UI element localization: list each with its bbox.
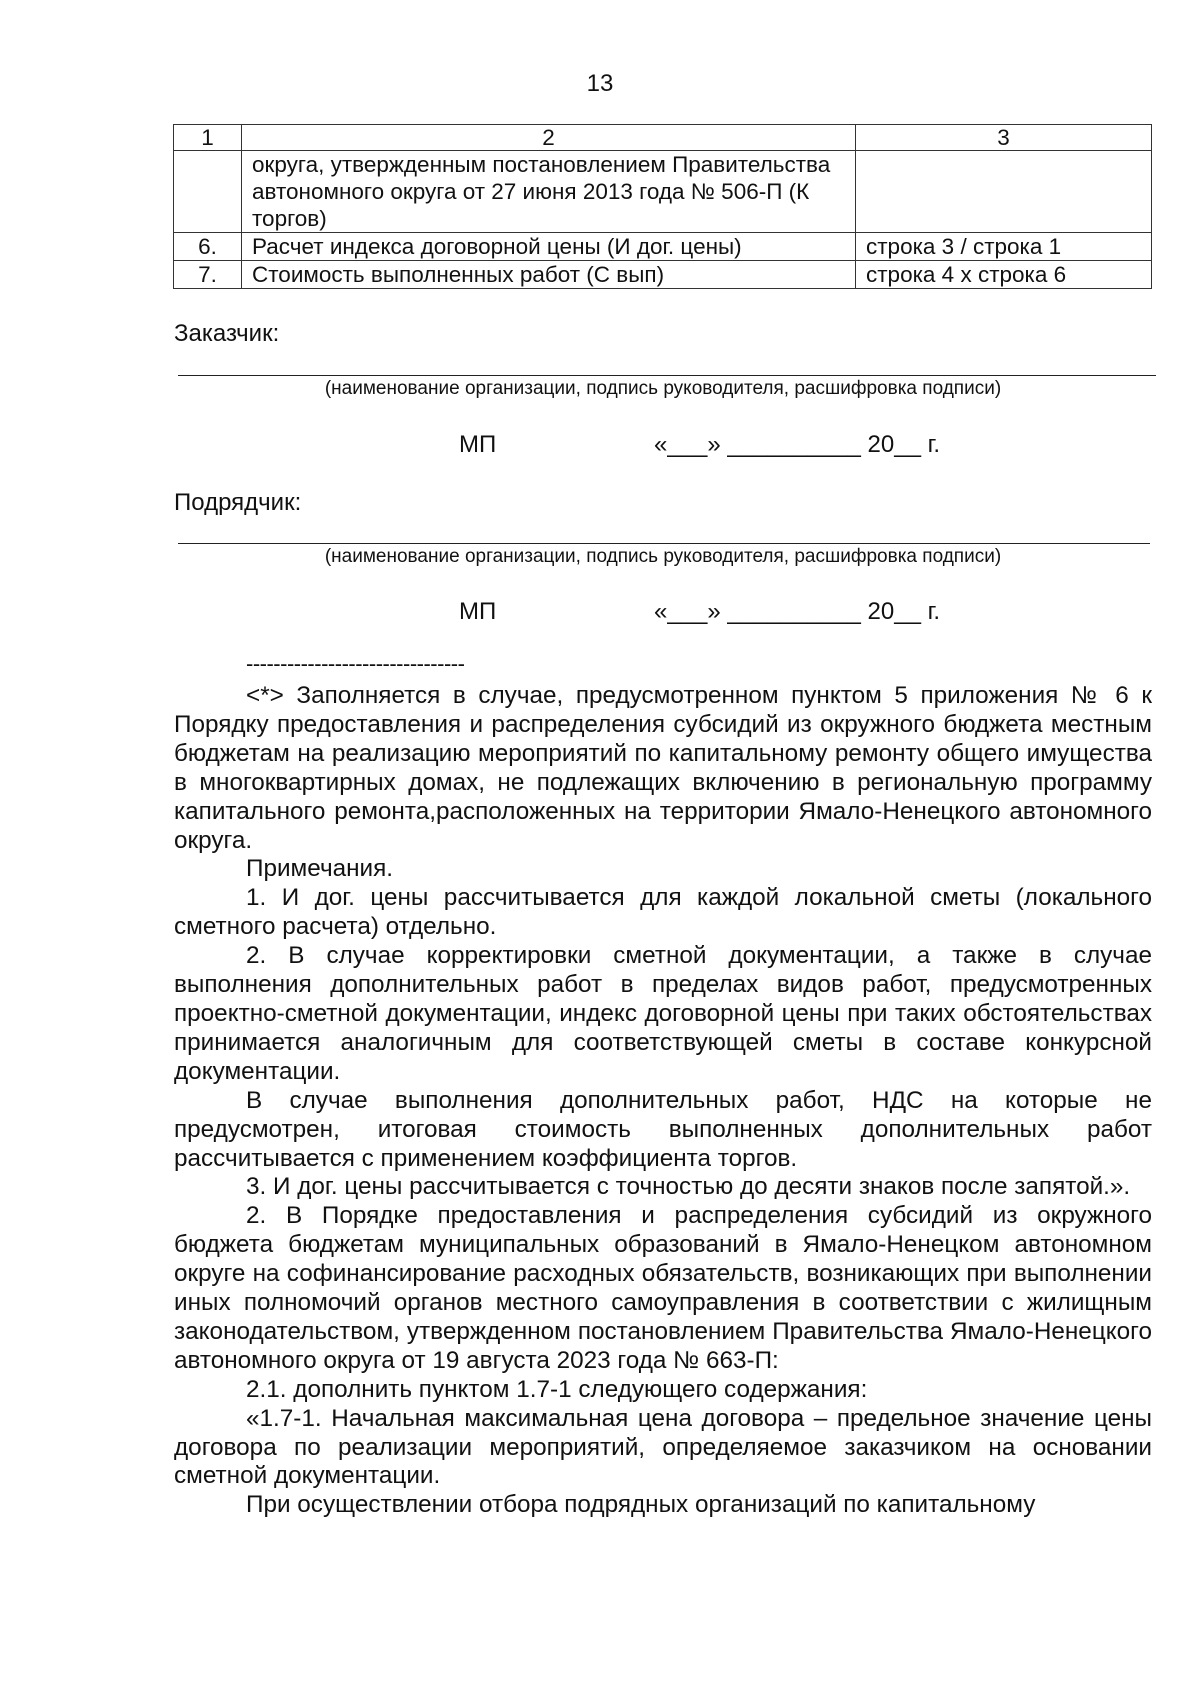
table-row [174, 261, 1152, 289]
amendment-paragraph: «1.7-1. Начальная максимальная цена договора – предельное значение цены договора по реализации мероприятий, определяемое заказчиком на основании сметной документации. [174, 1404, 1152, 1490]
page-number: 13 [586, 70, 614, 97]
calculation-table [173, 124, 1152, 289]
contractor-label: Подрядчик: [174, 489, 302, 516]
amendment-paragraph: 2. В Порядке предоставления и распределения субсидий из окружного бюджета бюджетам муниципальных образований в Ямало-Ненецком автономном округе на софинансирование расходных обязательств, возникающих при выполнении иных полномочий органов местного самоуправления в соответствии с жилищным законодательством, утвержденном постановлением Правительства Ямало-Ненецкого автономного округа от 19 августа 2023 года № 663-П: [174, 1202, 1152, 1374]
note-paragraph: 2. В случае корректировки сметной документации, а также в случае выполнения дополнительных работ в пределах видов работ, предусмотренных проектно-сметной документации, индекс договорной цены при таких обстоятельствах принимается аналогичным для соответствующей сметы в составе конкурсной документации. [174, 942, 1152, 1085]
row-formula [856, 151, 1152, 233]
contractor-date-field: «___» __________ 20__ г. [654, 598, 941, 625]
table-header-row [174, 125, 1152, 151]
table-row [174, 151, 1152, 233]
customer-signature-line [178, 375, 1156, 376]
document-body [174, 682, 1152, 1520]
row-formula: строка 3 / строка 1 [856, 233, 1152, 261]
table-header-cell: 3 [856, 125, 1152, 151]
row-number [174, 151, 242, 233]
note-paragraph: В случае выполнения дополнительных работ, НДС на которые не предусмотрен, итоговая стоимость выполненных дополнительных работ рассчитывается с применением коэффициента торгов. [174, 1086, 1152, 1172]
table-header-cell: 2 [242, 125, 856, 151]
row-formula: строка 4 х строка 6 [856, 261, 1152, 289]
customer-signature-caption: (наименование организации, подпись руководителя, расшифровка подписи) [324, 378, 1002, 399]
customer-label: Заказчик: [174, 320, 280, 347]
customer-stamp-mark: МП [459, 431, 497, 458]
row-description: Стоимость выполненных работ (С вып) [242, 261, 856, 289]
notes-heading: Примечания. [246, 855, 394, 883]
contractor-signature-caption: (наименование организации, подпись руководителя, расшифровка подписи) [324, 546, 1002, 567]
note-paragraph: 1. И дог. цены рассчитывается для каждой локальной сметы (локального сметного расчета) отдельно. [174, 884, 1152, 941]
contractor-signature-line [178, 543, 1150, 544]
amendment-paragraph: 2.1. дополнить пунктом 1.7-1 следующего содержания: [246, 1375, 868, 1403]
row-number: 7. [174, 261, 242, 289]
table-row [174, 233, 1152, 261]
footnote-separator: -------------------------------- [246, 651, 465, 676]
contractor-stamp-mark: МП [459, 598, 497, 625]
footnote-paragraph: <*> Заполняется в случае, предусмотренном пунктом 5 приложения № 6 к Порядку предоставления и распределения субсидий из окружного бюджета местным бюджетам на реализацию мероприятий по капитальному ремонту общего имущества в многоквартирных домах, не подлежащих включению в региональную программу капитального ремонта,расположенных на территории Ямало-Ненецкого автономного округа. [174, 682, 1152, 854]
customer-date-field: «___» __________ 20__ г. [654, 431, 941, 458]
row-description: округа, утвержденным постановлением Правительства автономного округа от 27 июня 2013 года № 506-П (К торгов) [242, 151, 856, 233]
note-paragraph: 3. И дог. цены рассчитывается с точностью до десяти знаков после запятой.». [246, 1173, 1131, 1201]
row-number: 6. [174, 233, 242, 261]
amendment-paragraph: При осуществлении отбора подрядных организаций по капитальному [246, 1491, 1036, 1519]
row-description: Расчет индекса договорной цены (И дог. цены) [242, 233, 856, 261]
table-header-cell: 1 [174, 125, 242, 151]
